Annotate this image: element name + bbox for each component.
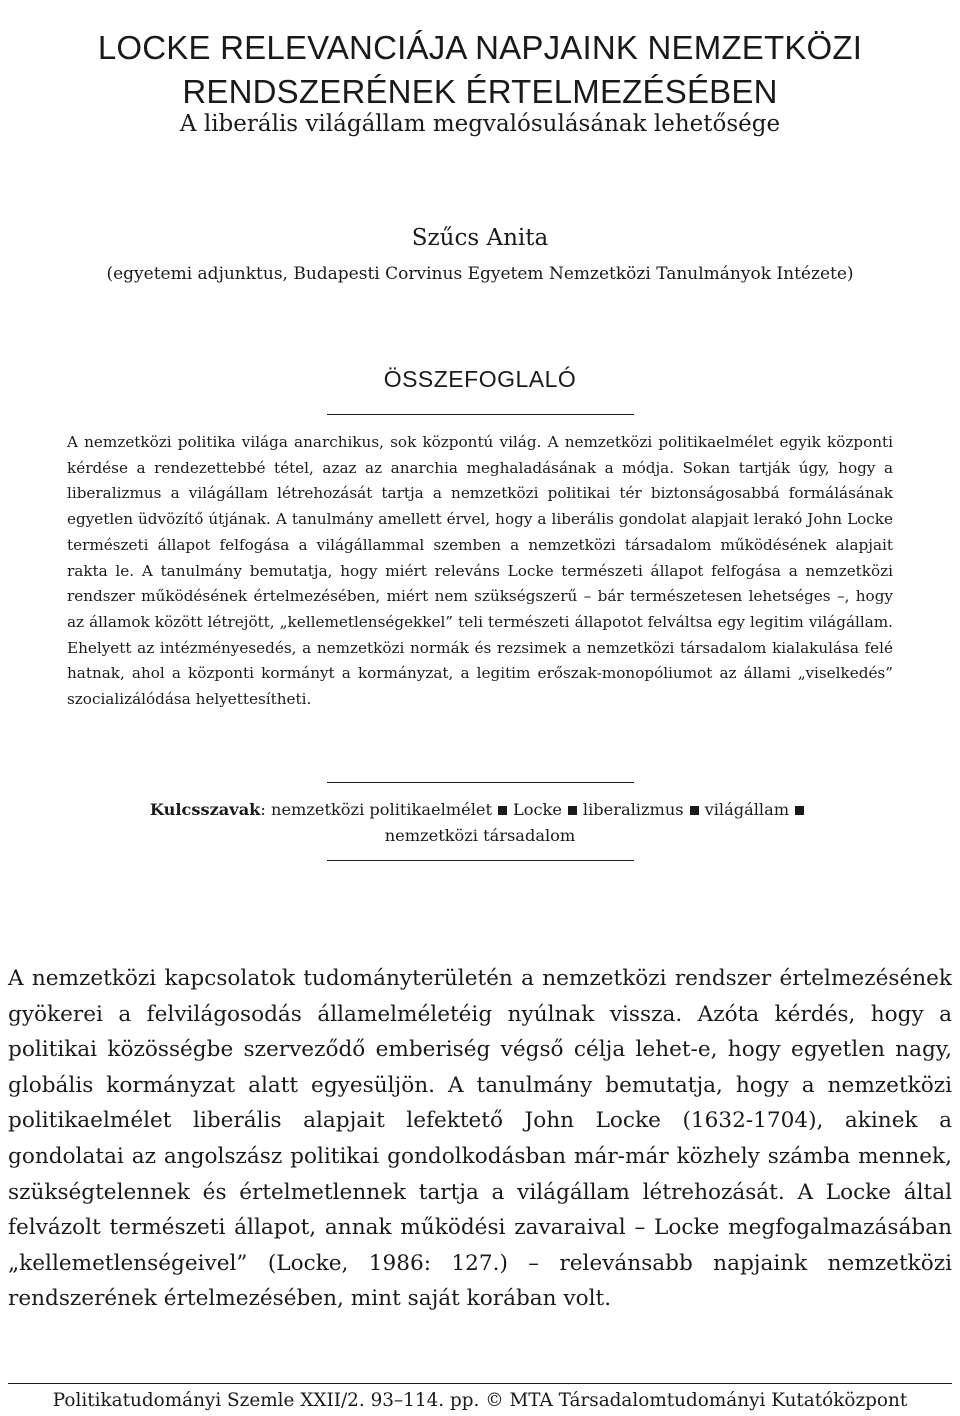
keyword-item: Locke xyxy=(512,800,562,819)
keyword-item: liberalizmus xyxy=(582,800,684,819)
abstract-top-rule xyxy=(327,414,634,415)
keyword-item: nemzetközi politikaelmélet xyxy=(271,800,492,819)
journal-citation: Politikatudományi Szemle XXII/2. 93–114. pp. © MTA Társadalomtudományi Kutatóközpont xyxy=(52,1390,908,1411)
body-paragraph: A nemzetközi kapcsolatok tudományterületén a nemzetközi rendszer értelmezésének gyökerei a felvilágosodás államelméletéig nyúlnak vissza. Azóta kérdés, hogy a politikai közösségbe szerveződő emberiség végső célja lehet-e, hogy egyetlen nagy, globális kormányzat alatt egyesüljön. A tanulmány bemutatja, hogy a nemzetközi politikaelmélet liberális alapjait lefektető John Locke (1632-1704), akinek a gondolatai az angolszász politikai gondolkodásban már-már közhely számba mennek, szükségtelennek és értelmetlennek tartja a világállam létrehozását. A Locke által felvázolt természeti állapot, annak működési zavaraival – Locke megfogalmazásában „kellemetlenségeivel” (Locke, 1986: 127.) – relevánsabb napjaink nemzetközi rendszerének értelmezésében, mint saját korában volt. xyxy=(8,966,952,1312)
keywords-top-rule xyxy=(327,782,634,783)
footer-rule xyxy=(8,1383,952,1384)
author-affiliation: (egyetemi adjunktus, Budapesti Corvinus Egyetem Nemzetközi Tanulmányok Intézete) xyxy=(106,264,854,284)
square-bullet-icon xyxy=(498,806,507,815)
abstract-text: A nemzetközi politika világa anarchikus, sok központú világ. A nemzetközi politikaelmélet egyik központi kérdése a rendezettebbé tétel, azaz az anarchia meghaladásának a módja. Sokan tartják úgy, hogy a liberalizmus a világállam létrehozását tartja a nemzetközi politikai tér biztonságosabbá formálásának egyetlen üdvözítő útjának. A tanulmány amellett érvel, hogy a liberális gondolat alapjait lerakó John Locke természeti állapot felfogása a világállammal szemben a nemzetközi társadalom működésének alapjait rakta le. A tanulmány bemutatja, hogy miért releváns Locke természeti állapot felfogása a nemzetközi rendszer működésének értelmezésében, miért nem szükségszerű – bár természetesen lehetséges –, hogy az államok között létrejött, „kellemetlenségekkel” teli természeti állapotot felváltsa egy legitim világállam. Ehelyett az intézményesedés, a nemzetközi normák és rezsimek a nemzetközi társadalom kialakulása felé hatnak, ahol a központi kormányt a kormányzat, a legitim erőszak-monopóliumot az állami „viselkedés” szocializálódása helyettesítheti. xyxy=(67,433,893,709)
keywords-block xyxy=(60,797,900,849)
abstract-heading: ÖSSZEFOGLALÓ xyxy=(383,366,577,392)
keywords-label: Kulcsszavak xyxy=(149,800,261,819)
title-line-2: RENDSZERÉNEK ÉRTELMEZÉSÉBEN xyxy=(182,73,778,111)
keyword-item: világállam xyxy=(704,800,790,819)
keywords-colon: : xyxy=(260,800,266,819)
square-bullet-icon xyxy=(568,806,577,815)
author-name: Szűcs Anita xyxy=(411,225,549,251)
title-line-1: LOCKE RELEVANCIÁJA NAPJAINK NEMZETKÖZI xyxy=(97,29,863,67)
article-title xyxy=(0,26,960,114)
keywords-bottom-rule xyxy=(327,860,634,861)
article-subtitle: A liberális világállam megvalósulásának lehetősége xyxy=(179,111,781,137)
keyword-item: nemzetközi társadalom xyxy=(384,826,576,845)
square-bullet-icon xyxy=(690,806,699,815)
square-bullet-icon xyxy=(795,806,804,815)
